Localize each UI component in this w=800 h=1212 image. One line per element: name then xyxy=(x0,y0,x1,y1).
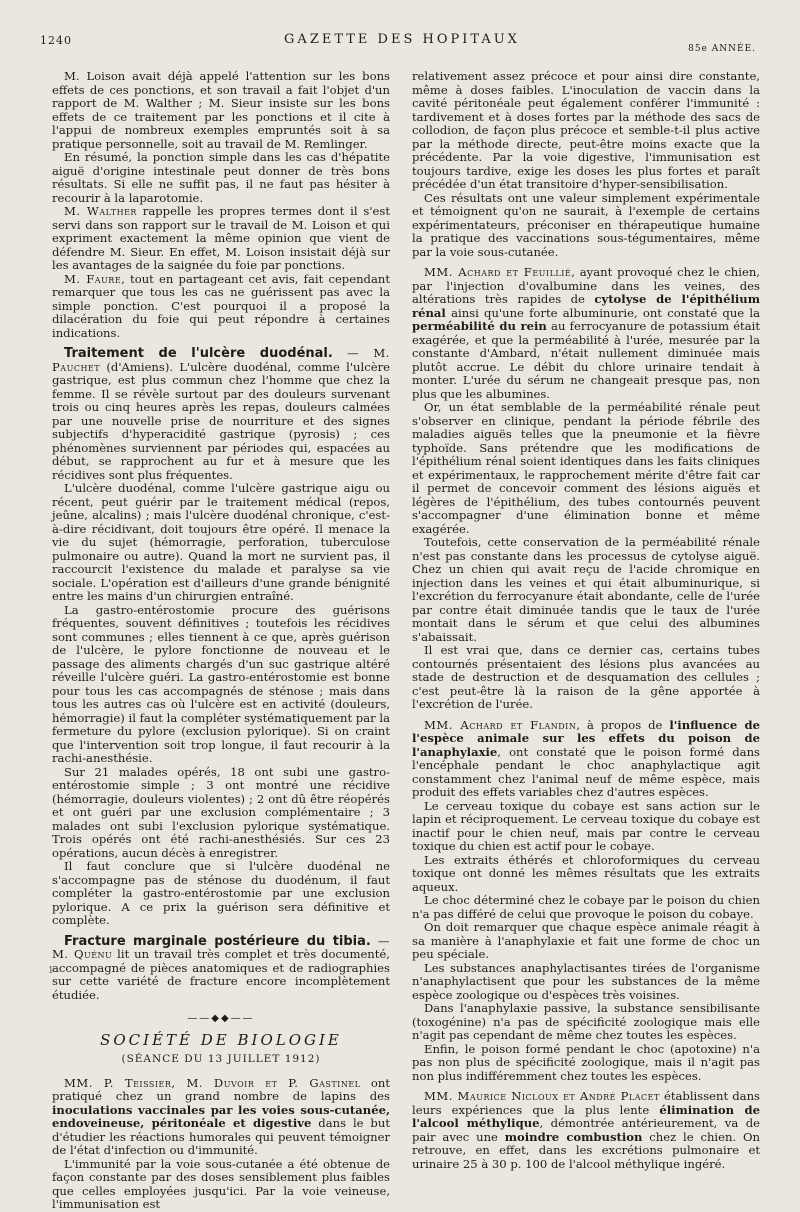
speaker-name: M. Faure xyxy=(64,271,122,286)
paragraph-text: , tout en partageant cet avis, fait cependant remarquer que tous les cas ne guérissent pas avec la simple ponction. C'est pourquoi il a proposé la dilacération du foie qui peut répondre à certaines indications. xyxy=(52,271,391,340)
topic-bold: cytolyse de l'épithélium rénal xyxy=(412,292,760,320)
paragraph xyxy=(52,205,390,273)
topic-bold: élimination de l'alcool méthylique xyxy=(412,1102,760,1130)
paragraph-text: lit un travail très complet et très documenté, accompagné de pièces anatomiques et de radiographies sur cette variété de fracture encore incomplètement étudiée. xyxy=(52,947,390,1002)
section-separator: ——◆◆—— xyxy=(187,1013,255,1024)
society-title: SOCIÉTÉ DE BIOLOGIE xyxy=(100,1030,342,1049)
section-heading: Traitement de l'ulcère duodénal. xyxy=(64,346,333,361)
paragraph: Or, un état semblable de la perméabilité rénale peut s'observer en clinique, pendant la période fébrile des maladies aiguës telles que la pneumonie et la fièvre typhoïde. Sans prétendre que les modifications de l'épithélium rénal soient identiques dans les faits cliniques et expérimentaux, le rapprochement mérite d'être fait car il permet de concevoir comment des lésions aiguës et légères de l'épithélium, des tubes contournés peuvent s'accompagner d'une élimination bonne et même exagérée. xyxy=(412,400,760,536)
paragraph: relativement assez précoce et pour ainsi dire constante, même à doses faibles. L'inoculation de vaccin dans la cavité péritonéale peut également conférer l'immunité : tardivement et à doses fortes par la méthode des sacs de collodion, de façon plus précoce et semble-t-il plus active par la méthode directe, peut-être moins exacte que la précédente. Par la voie digestive, l'immunisation est toujours tardive, exige les doses les plus fortes et paraît précédée d'un état transitoire d'hyper-sensibilisation. xyxy=(412,69,760,191)
author-names: MM. Achard et Flandin xyxy=(424,717,577,732)
paragraph: Sur 21 malades opérés, 18 ont subi une gastro-entérostomie simple ; 3 ont montré une récidive (hémorragie, douleurs violentes) ; 2 ont dû être réopérés et ont guéri par une exclusion complémentaire ; 3 malades ont subi l'exclusion pylorique systématique. Trois opérés ont été rachi-anesthésiés. Sur ces 23 opérations, aucun décès à enregistrer. xyxy=(52,764,390,860)
paragraph: La gastro-entérostomie procure des guérisons fréquentes, souvent définitives ; toutefois les récidives sont communes ; elles tiennent à ce que, après guérison de l'ulcère, le pylore fonctionne de nouveau et le passage des aliments chargés d'un suc gastrique altéré réveille l'ulcère guéri. La gastro-entérostomie est bonne pour tous les cas accompagnés de sténose ; mais dans tous les autres cas où l'ulcère est en activité (douleurs, hémorragie) il faut la compléter systématiquement par la fermeture du pylore (exclusion pylorique). Si on craint que l'intervention soit trop longue, il faut recourir à la rachi-anesthésie. xyxy=(52,602,390,765)
section-duodenal-ulcer xyxy=(52,347,390,482)
margin-mark: 1 xyxy=(48,966,54,976)
section-author: — M. Pauchet xyxy=(52,346,390,374)
paragraph-text: rappelle les propres termes dont il s'est servi dans son rapport sur le travail de M. Loison et qui expriment exactement la même opinion que vient de défendre M. Sieur. En effet, M. Loison insistait déjà sur les avantages de la saignée du foie par ponctions. xyxy=(52,204,390,272)
paragraph: Ces résultats ont une valeur simplement expérimentale et témoignent qu'on ne saurait, à l'exemple de certains expérimentateurs, préconiser en thérapeutique humaine la pratique des vaccinations sous-tégumentaires, même par la voie sous-cutanée. xyxy=(412,190,760,259)
page-header xyxy=(40,32,764,54)
paragraph: L'ulcère duodénal, comme l'ulcère gastrique aigu ou récent, peut guérir par le traitement médical (repos, jeûne, alcalins) ; mais l'ulcère duodénal chronique, c'est-à-dire récidivant, doit toujours être opéré. Il menace la vie du sujet (hémorragie, perforation, tuberculose pulmonaire ou autre). Quand la mort ne survient pas, il raccourcit l'existence du malade et paralyse sa vie sociale. L'opération est d'ailleurs d'une grande bénignité entre les mains d'un chirurgien entraîné. xyxy=(52,481,390,603)
session-date: (SÉANCE DU 13 JUILLET 1912) xyxy=(121,1053,321,1065)
journal-title: GAZETTE DES HOPITAUX xyxy=(284,32,520,47)
paragraph: Les extraits éthérés et chloroformiques du cerveau toxique ont donné les mêmes résultats que les extraits aqueux. xyxy=(412,852,760,894)
speaker-name: M. Walther xyxy=(64,204,137,218)
year-label: 85e ANNÉE. xyxy=(688,44,756,54)
section-heading: Fracture marginale postérieure du tibia. xyxy=(64,933,371,949)
paragraph-text: (d'Amiens). L'ulcère duodénal, comme l'ulcère gastrique, est plus commun chez l'homme que chez la femme. Il se révèle surtout par des douleurs survenant trois ou cinq heures après les repas, douleurs calmées par une nouvelle prise de nourriture et des signes subjectifs d'hyperacidité gastrique (pyrosis) ; ces phénomènes surviennent par périodes qui, espacées au début, se rapprochent au fur et à mesure que les récidives sont plus fréquentes. xyxy=(52,359,390,482)
paragraph xyxy=(52,273,390,341)
left-column xyxy=(52,70,390,1212)
paragraph: MM. Achard et Flandin, à propos de l'influence de l'espèce animale sur les effets du poison de l'anaphylaxie, ont constaté que le poison formé dans l'encéphale pendant le choc anaphylactique agit constamment chez l'animal neuf de même espèce, mais produit des effets variables chez d'autres espèces. xyxy=(412,717,761,799)
paragraph: Il faut conclure que si l'ulcère duodénal ne s'accompagne pas de sténose du duodénum, il faut compléter la gastro-entérostomie par une exclusion pylorique. A ce prix la guérison sera définitive et complète. xyxy=(52,859,390,927)
paragraph: M. Loison avait déjà appelé l'attention sur les bons effets de ces ponctions, et son travail a fait l'objet d'un rapport de M. Walther ; M. Sieur insiste sur les bons effets de ce traitement par les ponctions et il cite à l'appui de nombreux exemples empruntés soit à sa pratique personnelle, soit au travail de M. Remlinger. xyxy=(52,69,390,151)
section-author: — M. Quénu xyxy=(52,933,390,961)
topic-bold: moindre combustion xyxy=(504,1129,643,1144)
paragraph: Toutefois, cette conservation de la perméabilité rénale n'est pas constante dans les processus de cytolyse aiguë. Chez un chien qui avait reçu de l'acide chromique en injection dans les veines et qui était albuminurique, si l'excrétion du ferrocyanure était abondante, celle de l'urée par contre était diminuée tandis que le taux de l'urée montait dans le sérum et que celui des albumines s'abaissait. xyxy=(412,535,760,644)
paragraph: Il est vrai que, dans ce dernier cas, certains tubes contournés présentaient des lésions plus avancées au stade de destruction et de desquamation des cellules ; c'est peut-être là la raison de la gêne apportée à l'excrétion de l'urée. xyxy=(412,643,760,711)
paragraph: MM. Maurice Nicloux et André Placet établissent dans leurs expériences que la plus lente élimination de l'alcool méthylique, démontrée antérieurement, va de pair avec une moindre combustion chez le chien. On retrouve, en effet, dans les excrétions pulmonaire et urinaire 25 à 30 p. 100 de l'alcool méthylique ingéré. xyxy=(412,1089,761,1171)
author-names: MM. P. Teissier, M. Duvoir et P. Gastinel xyxy=(64,1075,361,1090)
topic-bold: inoculations vaccinales par les voies sous-cutanée, endoveineuse, péritonéale et digestive xyxy=(52,1102,390,1130)
right-column xyxy=(412,70,760,1171)
paragraph: Le choc déterminé chez le cobaye par le poison du chien n'a pas différé de celui que provoque le poison du cobaye. xyxy=(412,893,760,921)
paragraph: En résumé, la ponction simple dans les cas d'hépatite aiguë d'origine intestinale peut donner de très bons résultats. Si elle ne suffit pas, il ne faut pas hésiter à recourir à la laparotomie. xyxy=(52,150,390,205)
paragraph: L'immunité par la voie sous-cutanée a été obtenue de façon constante par des doses sensiblement plus faibles que celles employées jusqu'ici. Par la voie veineuse, l'immunisation est xyxy=(52,1156,390,1211)
author-names: MM. Achard et Feuillié xyxy=(424,265,572,279)
paragraph: On doit remarquer que chaque espèce animale réagit à sa manière à l'anaphylaxie et fait une forme de choc un peu spéciale. xyxy=(412,920,760,961)
topic-bold: l'influence de l'espèce animale sur les effets du poison de l'anaphylaxie xyxy=(412,717,761,759)
paragraph: Le cerveau toxique du cobaye est sans action sur le lapin et réciproquement. Le cerveau toxique du cobaye est inactif pour le chien neuf, mais par contre le cerveau toxique du chien est actif pour le cobaye. xyxy=(412,798,760,853)
author-names: MM. Maurice Nicloux et André Placet xyxy=(424,1089,660,1103)
topic-bold: perméabilité du rein xyxy=(412,319,547,333)
paragraph: Dans l'anaphylaxie passive, la substance sensibilisante (toxogénine) n'a pas de spécificité zoologique mais elle n'agit pas cependant de même chez toutes les espèces. xyxy=(412,1001,760,1042)
page-number: 1240 xyxy=(40,34,72,47)
paragraph: Enfin, le poison formé pendant le choc (apotoxine) n'a pas non plus de spécificité zoologique, mais il n'agit pas non plus indifféremment chez toutes les espèces. xyxy=(412,1041,760,1083)
section-tibia-fracture xyxy=(52,935,390,1003)
paragraph: Les substances anaphylactisantes tirées de l'organisme n'anaphylactisent que pour les substances de la même espèce zoologique ou d'espèces très voisines. xyxy=(412,960,760,1002)
paragraph: MM. Achard et Feuillié, ayant provoqué chez le chien, par l'injection d'ovalbumine dans les veines, des altérations très rapides de cytolyse de l'épithélium rénal ainsi qu'une forte albuminurie, ont constaté que la perméabilité du rein au ferrocyanure de potassium était exagérée, et que la perméabilité à l'urée, mesurée par la constante d'Ambard, n'était nullement diminuée mais plutôt accrue. Le débit du chlore urinaire tendait à monter. L'urée du sérum ne changeait presque pas, non plus que les albumines. xyxy=(412,265,760,401)
paragraph: MM. P. Teissier, M. Duvoir et P. Gastinel ont pratiqué chez un grand nombre de lapins des inoculations vaccinales par les voies sous-cutanée, endoveineuse, péritonéale et digestive dans le but d'étudier les réactions humorales qui peuvent témoigner de l'état d'infection ou d'immunité. xyxy=(52,1075,390,1157)
